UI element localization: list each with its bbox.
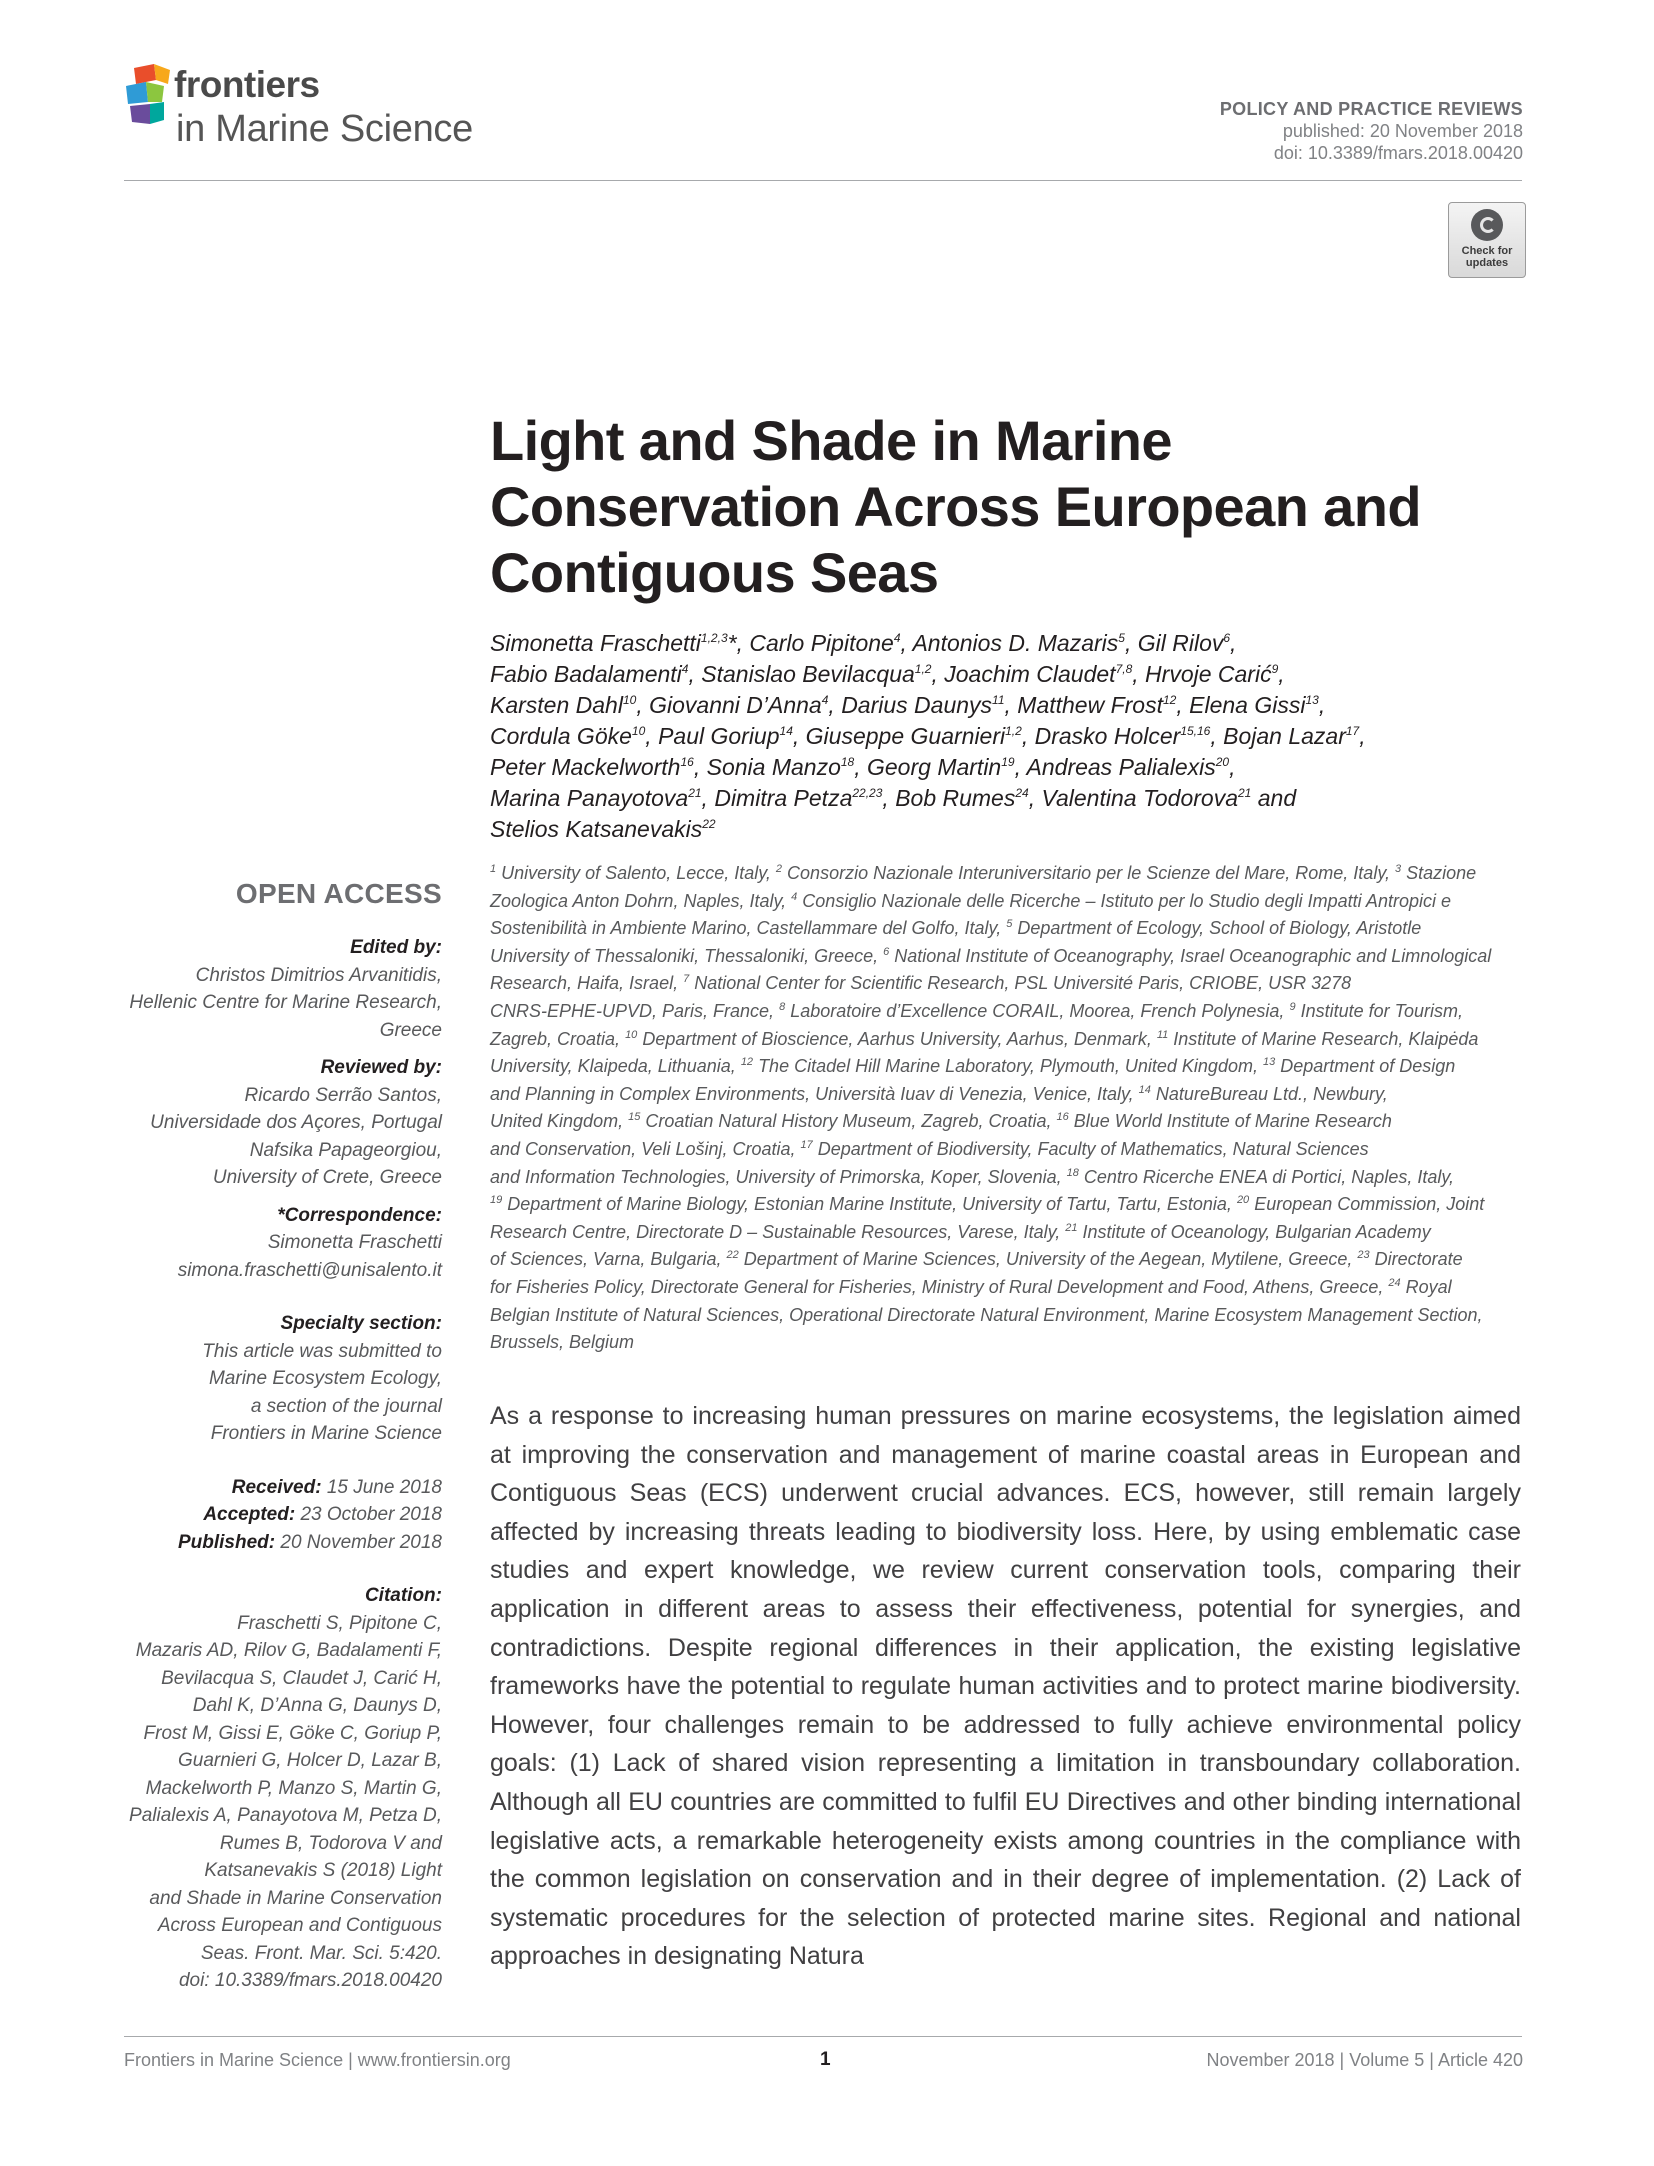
author-name[interactable]: Peter Mackelworth bbox=[490, 754, 681, 780]
affiliation-text: NatureBureau Ltd., Newbury, bbox=[1150, 1083, 1388, 1104]
author-list bbox=[490, 628, 1550, 845]
title-line: Conservation Across European and bbox=[490, 475, 1421, 538]
author-separator: and bbox=[1251, 785, 1297, 811]
sidebar-line: Marine Ecosystem Ecology, bbox=[208, 1368, 442, 1389]
sidebar-line: a section of the journal bbox=[250, 1395, 442, 1417]
article-meta bbox=[1220, 98, 1523, 164]
affiliation-text: Institute for Tourism, bbox=[1295, 1000, 1463, 1021]
dates-section bbox=[112, 1474, 442, 1557]
author-separator: , bbox=[1014, 754, 1027, 780]
sidebar-line: Dahl K, D’Anna G, Daunys D, bbox=[192, 1695, 442, 1716]
affiliation-text: National Institute of Oceanography, Israel Oceanographic and Limnological bbox=[889, 945, 1492, 966]
affiliation-text: Consorzio Nazionale Interuniversitario per le Scienze del Mare, Rome, Italy, bbox=[782, 863, 1395, 883]
edited-by-lines bbox=[112, 962, 442, 1045]
affiliation-line bbox=[490, 943, 1530, 971]
author-separator: , bbox=[1210, 723, 1224, 749]
author-affiliation-ref: 21 bbox=[1238, 786, 1252, 800]
citation-section bbox=[112, 1582, 442, 1995]
article-type: POLICY AND PRACTICE REVIEWS bbox=[1219, 99, 1523, 119]
edited-by-heading: Edited by: bbox=[350, 937, 442, 958]
author-separator: , bbox=[693, 754, 707, 780]
correspondence-lines[interactable] bbox=[112, 1229, 442, 1284]
affiliation-text: for Fisheries Policy, Directorate General for Fisheries, Ministry of Rural Development and Food, Athens, Greece, bbox=[490, 1276, 1389, 1297]
author-separator: , bbox=[792, 723, 806, 749]
sidebar-line: Across European and Contiguous bbox=[157, 1915, 442, 1936]
affiliation-line bbox=[490, 1191, 1530, 1219]
sidebar-line: simona.fraschetti@unisalento.it bbox=[177, 1259, 442, 1281]
affiliation-text: Brussels, Belgium bbox=[490, 1332, 635, 1353]
affiliation-line bbox=[490, 1026, 1530, 1054]
affiliation-number: 19 bbox=[490, 1194, 503, 1207]
affiliation-line bbox=[490, 970, 1530, 998]
author-affiliation-ref: 4 bbox=[681, 662, 689, 676]
author-name[interactable]: Darius Daunys bbox=[841, 692, 993, 718]
author-separator: , bbox=[1021, 723, 1035, 749]
logo-wordmark: frontiers bbox=[174, 64, 320, 105]
affiliation-text: Research Centre, Directorate D – Sustainable Resources, Varese, Italy, bbox=[490, 1221, 1066, 1242]
correspondence-section bbox=[112, 1202, 442, 1285]
author-name[interactable]: Dimitra Petza bbox=[714, 785, 853, 811]
affiliation-number: 24 bbox=[1388, 1276, 1401, 1289]
author-separator: , bbox=[882, 785, 896, 811]
affiliation-line bbox=[490, 1329, 1530, 1357]
sidebar-line: Palialexis A, Panayotova M, Petza D, bbox=[129, 1805, 442, 1826]
affiliation-line bbox=[490, 1053, 1530, 1081]
author-affiliation-ref: 21 bbox=[688, 786, 702, 800]
author-line bbox=[490, 783, 1550, 814]
author-name[interactable]: Stelios Katsanevakis bbox=[490, 816, 703, 842]
affiliation-line bbox=[490, 915, 1530, 943]
affiliation-text: European Commission, Joint bbox=[1249, 1194, 1485, 1215]
reviewed-by-section bbox=[112, 1054, 442, 1192]
journal-logo bbox=[124, 62, 504, 172]
affiliation-number: 11 bbox=[1156, 1028, 1169, 1041]
sidebar-line: University of Crete, Greece bbox=[212, 1167, 442, 1188]
sidebar-line: Frost M, Gissi E, Göke C, Goriup P, bbox=[143, 1722, 442, 1744]
author-separator: , bbox=[1359, 723, 1366, 749]
specialty-lines bbox=[112, 1338, 442, 1448]
affiliation-text: Research, Haifa, Israel, bbox=[490, 973, 684, 994]
reviewed-by-heading: Reviewed by: bbox=[320, 1057, 442, 1078]
sidebar-line: Frontiers in Marine Science bbox=[210, 1423, 442, 1444]
author-affiliation-ref: 6 bbox=[1223, 631, 1231, 645]
affiliation-number: 2 bbox=[775, 863, 783, 875]
author-affiliation-ref: 22,23 bbox=[852, 786, 883, 800]
author-separator: , bbox=[828, 692, 842, 718]
author-name[interactable]: Giovanni D’Anna bbox=[649, 692, 822, 718]
affiliation-line bbox=[490, 1302, 1530, 1330]
author-affiliation-ref: 16 bbox=[680, 755, 694, 769]
author-separator: , bbox=[636, 692, 650, 718]
page-number: 1 bbox=[820, 2049, 831, 2070]
affiliation-number: 14 bbox=[1138, 1083, 1151, 1096]
title-line: Contiguous Seas bbox=[490, 541, 939, 604]
author-name[interactable]: Simonetta Fraschetti bbox=[490, 630, 701, 656]
author-affiliation-ref: 18 bbox=[840, 755, 855, 769]
affiliation-number: 16 bbox=[1056, 1111, 1069, 1124]
affiliation-number: 15 bbox=[628, 1111, 641, 1124]
affiliation-text: Laboratoire d’Excellence CORAIL, Moorea, French Polynesia, bbox=[785, 1000, 1290, 1021]
author-name[interactable]: Bojan Lazar bbox=[1223, 723, 1346, 749]
author-name[interactable]: Marina Panayotova bbox=[490, 785, 689, 811]
sidebar-line: This article was submitted to bbox=[202, 1340, 442, 1362]
affiliation-number: 9 bbox=[1289, 1000, 1296, 1013]
author-affiliation-ref: 14 bbox=[779, 724, 793, 738]
author-affiliation-ref: 10 bbox=[631, 724, 646, 738]
open-access-badge: OPEN ACCESS bbox=[235, 878, 442, 909]
author-name[interactable]: Matthew Frost bbox=[1017, 692, 1163, 718]
author-separator: , bbox=[854, 754, 867, 780]
author-separator: , bbox=[645, 723, 659, 749]
affiliation-number: 17 bbox=[800, 1138, 813, 1151]
author-affiliation-ref: 12 bbox=[1163, 693, 1177, 707]
sidebar-line: Katsanevakis S (2018) Light bbox=[204, 1860, 442, 1881]
author-affiliation-ref: 11 bbox=[992, 693, 1005, 707]
specialty-heading: Specialty section: bbox=[280, 1313, 442, 1334]
affiliation-number: 22 bbox=[726, 1249, 739, 1262]
affiliation-number: 7 bbox=[683, 973, 690, 986]
article-doi[interactable]: doi: 10.3389/fmars.2018.00420 bbox=[1273, 143, 1523, 163]
author-affiliation-ref: 19 bbox=[1001, 755, 1015, 769]
author-name[interactable]: Giuseppe Guarnieri bbox=[805, 723, 1006, 749]
affiliation-line bbox=[490, 1136, 1530, 1164]
sidebar-line: Hellenic Centre for Marine Research, bbox=[129, 992, 442, 1013]
affiliation-line bbox=[490, 888, 1530, 916]
author-affiliation-ref: 22 bbox=[702, 817, 716, 831]
affiliation-text: of Sciences, Varna, Bulgaria, bbox=[490, 1249, 727, 1270]
affiliation-number: 18 bbox=[1066, 1166, 1079, 1179]
author-line bbox=[490, 721, 1550, 752]
affiliation-number: 21 bbox=[1065, 1221, 1078, 1234]
author-name[interactable]: Andreas Palialexis bbox=[1026, 754, 1216, 780]
affiliation-number: 6 bbox=[883, 945, 890, 958]
affiliation-text: National Center for Scientific Research, PSL Université Paris, CRIOBE, USR 3278 bbox=[689, 973, 1352, 994]
affiliation-number: 23 bbox=[1357, 1249, 1370, 1262]
author-affiliation-ref: 13 bbox=[1305, 693, 1319, 707]
affiliation-line bbox=[490, 1164, 1530, 1192]
check-for-updates-button[interactable] bbox=[1448, 202, 1526, 278]
author-name[interactable]: Georg Martin bbox=[867, 754, 1002, 780]
author-name[interactable]: Fabio Badalamenti bbox=[490, 661, 682, 687]
header-divider bbox=[124, 180, 1522, 181]
sidebar-line: Bevilacqua S, Claudet J, Carić H, bbox=[161, 1667, 442, 1689]
affiliation-line bbox=[490, 1081, 1530, 1109]
author-affiliation-ref: 7,8 bbox=[1115, 662, 1133, 676]
author-separator: , bbox=[1132, 661, 1146, 687]
sidebar-line: and Shade in Marine Conservation bbox=[149, 1887, 442, 1909]
accepted-date: Accepted: 23 October 2018 bbox=[203, 1504, 442, 1525]
footer-journal-link[interactable]: Frontiers in Marine Science | www.frontiersin.org bbox=[124, 2050, 511, 2070]
check-for-updates-icon bbox=[1471, 209, 1503, 241]
abstract-text: As a response to increasing human pressures on marine ecosystems, the legislation aimed at improving the conservation and management of marine coastal areas in European and Contiguous Seas (ECS) underwent crucial advances. ECS, however, still remain largely affected by increasing threats leading to biodiversity loss. Here, by using emblematic case studies and expert knowledge, we review current conservation tools, comparing their application in different areas to assess their effectiveness, potential for synergies, and contradictions. Despite regional differences in their application, the existing legislative frameworks have the potential to regulate human activities and to protect marine biodiversity. However, four challenges remain to be addressed to fully achieve environmental policy goals: (1) Lack of shared vision representing a limitation in transboundary collaboration. Although all EU countries are committed to fulfil EU Directives and other binding international legislative acts, a remarkable heterogeneity exists among countries in the compliance with the common legislation on conservation and in their degree of implementation. (2) Lack of systematic procedures for the selection of protected marine sites. Regional and national approaches in designating Natura bbox=[490, 1402, 1521, 1971]
author-separator: , bbox=[900, 630, 913, 656]
author-name[interactable]: Stanislao Bevilacqua bbox=[701, 661, 915, 687]
author-separator: , bbox=[931, 661, 945, 687]
affiliation-text: Croatian Natural History Museum, Zagreb, Croatia, bbox=[640, 1111, 1057, 1132]
author-name[interactable]: Karsten Dahl bbox=[490, 692, 623, 718]
author-separator: , bbox=[701, 785, 715, 811]
affiliation-text: Directorate bbox=[1369, 1249, 1463, 1270]
affiliation-text: Institute of Marine Research, Klaipėda bbox=[1168, 1028, 1479, 1049]
affiliation-text: CNRS-EPHE-UPVD, Paris, France, bbox=[490, 1000, 780, 1021]
footer-divider bbox=[124, 2036, 1522, 2037]
author-affiliation-ref: 9 bbox=[1271, 662, 1279, 676]
affiliation-list bbox=[490, 860, 1530, 1357]
affiliation-text: Stazione bbox=[1401, 863, 1477, 883]
author-line bbox=[490, 628, 1550, 659]
author-separator: , bbox=[1004, 692, 1018, 718]
author-separator: , bbox=[1028, 785, 1042, 811]
sidebar-line: Rumes B, Todorova V and bbox=[219, 1832, 442, 1854]
sidebar-line: Fraschetti S, Pipitone C, bbox=[237, 1612, 442, 1634]
sidebar-line: Nafsika Papageorgiou, bbox=[249, 1139, 442, 1161]
affiliation-number: 8 bbox=[779, 1000, 786, 1013]
affiliation-number: 3 bbox=[1395, 863, 1402, 875]
author-line bbox=[490, 690, 1550, 721]
author-name[interactable]: Elena Gissi bbox=[1189, 692, 1306, 718]
affiliation-text: Blue World Institute of Marine Research bbox=[1068, 1111, 1392, 1132]
reviewed-by-lines bbox=[112, 1082, 442, 1192]
author-separator: *, bbox=[727, 630, 750, 656]
affiliation-text: Sostenibilità in Ambiente Marino, Castellammare del Golfo, Italy, bbox=[490, 918, 1007, 939]
affiliation-line bbox=[490, 1219, 1530, 1247]
author-name[interactable]: Valentina Todorova bbox=[1041, 785, 1238, 811]
author-line bbox=[490, 814, 1550, 845]
author-affiliation-ref: 10 bbox=[622, 693, 637, 707]
sidebar-line: Mackelworth P, Manzo S, Martin G, bbox=[145, 1777, 442, 1799]
author-separator: , bbox=[1124, 630, 1138, 656]
author-affiliation-ref: 4 bbox=[893, 631, 901, 645]
author-separator: , bbox=[1278, 661, 1285, 687]
affiliation-number: 5 bbox=[1006, 918, 1013, 931]
sidebar-line: Christos Dimitrios Arvanitidis, bbox=[195, 964, 442, 986]
author-line bbox=[490, 659, 1550, 690]
affiliation-line bbox=[490, 1246, 1530, 1274]
author-name[interactable]: Drasko Holcer bbox=[1034, 723, 1181, 749]
sidebar-line: Mazaris AD, Rilov G, Badalamenti F, bbox=[135, 1640, 442, 1661]
edited-by-section bbox=[112, 934, 442, 1044]
article-title bbox=[490, 408, 1540, 606]
author-separator: , bbox=[688, 661, 702, 687]
affiliation-text: Zagreb, Croatia, bbox=[490, 1028, 626, 1049]
author-affiliation-ref: 1,2,3 bbox=[700, 631, 728, 645]
affiliation-text: Department of Marine Biology, Estonian Marine Institute, University of Tartu, Tartu, Estonia, bbox=[502, 1194, 1237, 1215]
affiliation-line bbox=[490, 998, 1530, 1026]
citation-lines bbox=[112, 1610, 442, 1995]
correspondence-heading: *Correspondence: bbox=[277, 1204, 442, 1226]
published-date-sidebar: Published: 20 November 2018 bbox=[177, 1531, 442, 1553]
affiliation-text: Centro Ricerche ENEA di Portici, Naples, Italy, bbox=[1078, 1166, 1455, 1187]
author-separator: , bbox=[1176, 692, 1190, 718]
title-line: Light and Shade in Marine bbox=[490, 409, 1172, 472]
specialty-section bbox=[112, 1310, 442, 1448]
affiliation-text: Department of Bioscience, Aarhus University, Aarhus, Denmark, bbox=[637, 1028, 1157, 1049]
author-affiliation-ref: 20 bbox=[1215, 755, 1230, 769]
affiliation-line bbox=[490, 1108, 1530, 1136]
sidebar-line: Greece bbox=[379, 1019, 442, 1041]
received-date: Received: 15 June 2018 bbox=[231, 1476, 442, 1498]
affiliation-text: and Information Technologies, University of Primorska, Koper, Slovenia, bbox=[490, 1166, 1067, 1187]
article-sidebar bbox=[112, 878, 442, 2005]
affiliation-number: 12 bbox=[740, 1056, 754, 1069]
author-name[interactable]: Paul Goriup bbox=[658, 723, 780, 749]
author-separator: , bbox=[1229, 754, 1236, 780]
check-for-updates-label: Check for updates bbox=[1461, 245, 1513, 269]
sidebar-line: Seas. Front. Mar. Sci. 5:420. bbox=[200, 1942, 442, 1964]
author-separator: , bbox=[1318, 692, 1326, 718]
affiliation-text: Institute of Oceanology, Bulgarian Academy bbox=[1077, 1221, 1431, 1242]
author-name[interactable]: Sonia Manzo bbox=[706, 754, 841, 780]
sidebar-line: Ricardo Serrão Santos, bbox=[244, 1084, 442, 1106]
author-name[interactable]: Antonios D. Mazaris bbox=[912, 630, 1119, 656]
sidebar-line: Universidade dos Açores, Portugal bbox=[150, 1112, 442, 1133]
author-separator: , bbox=[1230, 630, 1237, 656]
affiliation-text: University of Salento, Lecce, Italy, bbox=[496, 863, 776, 883]
affiliation-text: Department of Marine Sciences, University of the Aegean, Mytilene, Greece, bbox=[738, 1249, 1358, 1270]
affiliation-text: Department of Design bbox=[1275, 1056, 1456, 1077]
author-affiliation-ref: 15,16 bbox=[1180, 724, 1211, 738]
author-affiliation-ref: 17 bbox=[1345, 724, 1360, 738]
affiliation-text: Department of Biodiversity, Faculty of Mathematics, Natural Sciences bbox=[812, 1138, 1369, 1159]
frontiers-logo-mark-icon bbox=[124, 62, 176, 134]
affiliation-text: University, Klaipeda, Lithuania, bbox=[490, 1056, 741, 1077]
sidebar-line: Simonetta Fraschetti bbox=[267, 1232, 442, 1253]
author-affiliation-ref: 4 bbox=[821, 693, 829, 707]
author-name[interactable]: Gil Rilov bbox=[1137, 630, 1224, 656]
affiliation-text: Royal bbox=[1400, 1276, 1452, 1297]
author-name[interactable]: Cordula Göke bbox=[490, 723, 632, 749]
affiliation-number: 10 bbox=[625, 1028, 638, 1041]
footer-volume-info: November 2018 | Volume 5 | Article 420 bbox=[1206, 2050, 1523, 2070]
author-name[interactable]: Carlo Pipitone bbox=[749, 630, 894, 656]
citation-heading: Citation: bbox=[364, 1585, 442, 1606]
affiliation-line bbox=[490, 860, 1530, 888]
sidebar-line: Guarnieri G, Holcer D, Lazar B, bbox=[178, 1750, 442, 1771]
affiliation-number: 20 bbox=[1236, 1194, 1250, 1207]
affiliation-number: 4 bbox=[791, 890, 798, 903]
affiliation-text: Department of Ecology, School of Biology, Aristotle bbox=[1012, 918, 1422, 939]
author-name[interactable]: Hrvoje Carić bbox=[1145, 661, 1272, 687]
author-line bbox=[490, 752, 1550, 783]
affiliation-number: 1 bbox=[490, 863, 497, 875]
affiliation-text: and Conservation, Veli Lošinj, Croatia, bbox=[490, 1138, 801, 1159]
author-name[interactable]: Joachim Claudet bbox=[944, 661, 1116, 687]
logo-journal-name: in Marine Science bbox=[176, 108, 473, 150]
author-affiliation-ref: 5 bbox=[1118, 631, 1125, 645]
affiliation-text: Consiglio Nazionale delle Ricerche – Istituto per lo Studio degli Impatti Antropici e bbox=[797, 890, 1451, 911]
affiliation-text: Zoologica Anton Dohrn, Naples, Italy, bbox=[490, 890, 792, 911]
affiliation-number: 13 bbox=[1262, 1056, 1276, 1069]
author-affiliation-ref: 1,2 bbox=[1005, 724, 1022, 738]
affiliation-text: and Planning in Complex Environments, Università Iuav di Venezia, Venice, Italy, bbox=[490, 1083, 1139, 1104]
sidebar-line: doi: 10.3389/fmars.2018.00420 bbox=[178, 1970, 442, 1991]
published-date: published: 20 November 2018 bbox=[1282, 121, 1523, 141]
affiliation-line bbox=[490, 1274, 1530, 1302]
affiliation-text: United Kingdom, bbox=[490, 1111, 629, 1132]
author-affiliation-ref: 1,2 bbox=[914, 662, 932, 676]
affiliation-text: The Citadel Hill Marine Laboratory, Plymouth, United Kingdom, bbox=[753, 1056, 1263, 1077]
affiliation-text: Belgian Institute of Natural Sciences, Operational Directorate Natural Environment, Marine Ecosystem Management Section, bbox=[490, 1304, 1483, 1325]
author-affiliation-ref: 24 bbox=[1015, 786, 1029, 800]
affiliation-text: University of Thessaloniki, Thessaloniki, Greece, bbox=[490, 945, 884, 966]
author-name[interactable]: Bob Rumes bbox=[895, 785, 1016, 811]
